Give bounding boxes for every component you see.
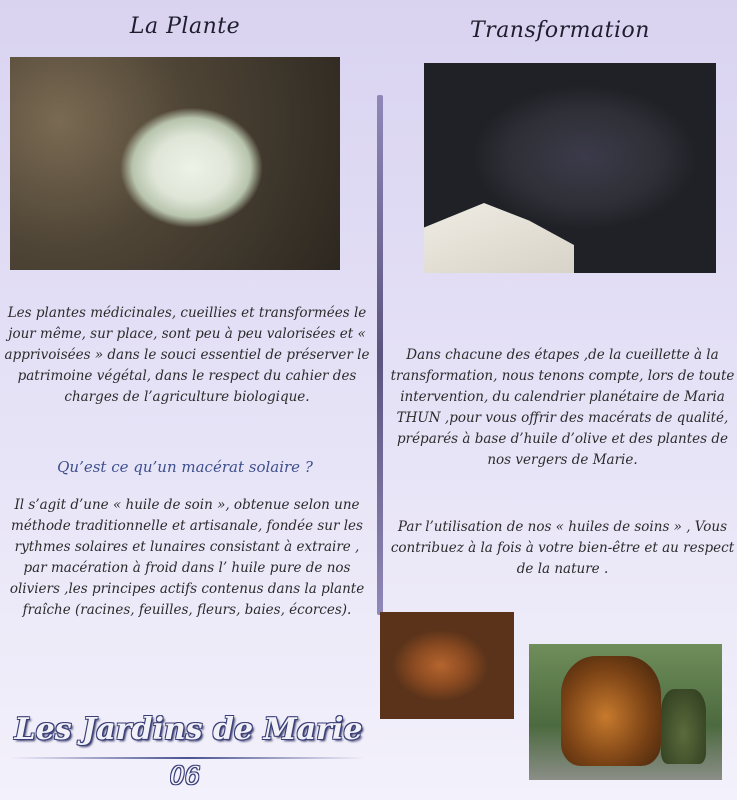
right-section-title: Transformation xyxy=(470,18,650,43)
small-jar xyxy=(661,689,706,764)
plant-description: Les plantes médicinales, cueillies et transformées le jour même, sur place, sont peu à peu valorisées et « apprivoisées » dans le souci essentiel de préserver le patrimoine végétal, dans le respect du cahier des charges de l’agriculture biologique. xyxy=(4,305,370,405)
maceration-jars-photo xyxy=(529,644,722,780)
maceration-question-heading: Qu’est ce qu’un macérat solaire ? xyxy=(57,458,313,476)
brand-underline xyxy=(10,757,365,759)
transformation-description: Dans chacune des étapes ,de la cueillette à la transformation, nous tenons compte, lors de toute intervention, du calendrier planétaire de Maria THUN ,pour vous offrir des macérats de qualité, préparés à base d’huile d’olive et des plantes de nos vergers de Marie. xyxy=(390,347,735,468)
left-section-title: La Plante xyxy=(129,14,241,39)
maceration-description: Il s’agit d’une « huile de soin », obtenue selon une méthode traditionnelle et artisanale, fondée sur les rythmes solaires et lunaires consistant à extraire , par macération à froid dans l’ huile pure de nos oliviers ,les principes actifs contenus dans la plante fraîche (racines, feuilles, fleurs, baies, écorces). xyxy=(9,497,365,618)
plant-photo xyxy=(10,57,340,270)
column-divider xyxy=(377,95,383,615)
page-number: 06 xyxy=(169,762,201,790)
care-oils-note: Par l’utilisation de nos « huiles de soins » , Vous contribuez à la fois à votre bien-être et au respect de la nature . xyxy=(390,519,735,577)
large-jar xyxy=(561,656,661,766)
cloth-detail xyxy=(424,203,574,273)
harvest-photo xyxy=(424,63,716,273)
brand-name: Les Jardins de Marie xyxy=(14,712,363,747)
roots-photo xyxy=(380,612,514,719)
